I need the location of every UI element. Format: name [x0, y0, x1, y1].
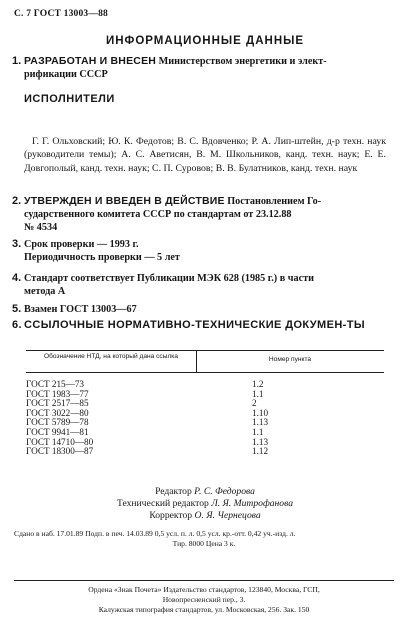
item-2-text-b: сударственного комитета СССР по стандартам от 23.12.88: [24, 209, 292, 220]
item-1-heading: РАЗРАБОТАН И ВНЕСЕН: [24, 55, 157, 67]
item-3-line-2: Периодичность проверки — 5 лет: [24, 252, 180, 263]
publisher-line-1: Ордена «Знак Почета» Издательство стандартов, 123840, Москва, ГСП,: [88, 585, 320, 594]
table-body: [26, 380, 384, 457]
tech-editor-name: Л. Я. Митрофанова: [211, 498, 294, 510]
item-2-heading: УТВЕРЖДЕН И ВВЕДЕН В ДЕЙСТВИЕ: [24, 195, 225, 207]
item-3: [12, 238, 390, 264]
table-cell-document: ГОСТ 2517—85: [26, 398, 89, 409]
publisher-line-3: Калужская типография стандартов, ул. Московская, 256. Зак. 150: [98, 604, 310, 614]
publisher-block: [14, 585, 394, 614]
table-cell-document: ГОСТ 215—73: [26, 379, 85, 389]
table-cell-clause: 2: [252, 398, 257, 409]
table-cell-clause: 1.1: [252, 388, 264, 399]
tech-editor-line: [0, 498, 410, 510]
table-top-rule: [26, 350, 384, 351]
item-6-heading: ССЫЛОЧНЫЕ НОРМАТИВНО-ТЕХНИЧЕСКИЕ ДОКУМЕН-ТЫ: [24, 319, 366, 331]
item-2-number: 2.: [12, 195, 22, 207]
item-1-text-b: рификации СССР: [24, 69, 108, 80]
table-cell-clause: 1.1: [252, 426, 264, 437]
page-title: ИНФОРМАЦИОННЫЕ ДАННЫЕ: [105, 35, 305, 47]
table-row: [26, 447, 384, 457]
table-header-rule: [26, 372, 384, 373]
authors-list: Г. Г. Ольховский; Ю. К. Федотов; В. С. Вдовченко; Р. А. Лип-штейн, д-р техн. наук (руководители темы); А. С. Аветисян, В. М. Школьников, канд. техн. наук; Е. Е. Довгополый, канд. техн. наук; С. П. Суровов; В. В. Булатников, канд. техн. наук: [24, 136, 386, 174]
editors-block: [0, 486, 410, 523]
tech-editor-label: Технический редактор: [116, 498, 212, 510]
table-cell-document: ГОСТ 9941—81: [26, 426, 89, 437]
performers-heading: ИСПОЛНИТЕЛИ: [24, 93, 115, 105]
item-2-text-c: № 4534: [24, 222, 58, 233]
publisher-line-2: Новопресненский пер., 3.: [162, 594, 246, 604]
item-4: [12, 272, 390, 298]
table-cell-document: ГОСТ 3022—80: [26, 407, 89, 418]
item-5: [12, 303, 390, 316]
table-cell-document: ГОСТ 18300—87: [26, 446, 94, 457]
table-cell-document: ГОСТ 5789—78: [26, 417, 89, 428]
corrector-label: Корректор: [149, 510, 195, 522]
item-1-number: 1.: [12, 55, 22, 67]
item-5-line-1: Взамен ГОСТ 13003—67: [24, 304, 137, 315]
item-6: [12, 319, 390, 332]
imprint-line-1: Сдано в наб. 17.01.89 Подп. в печ. 14.03.89 0,5 усл. п. л. 0,5 усл. кр.-отт. 0,42 уч.-изд. л.: [14, 529, 296, 538]
corrector-line: [0, 510, 410, 522]
imprint-line-2: Тир. 8000 Цена 3 к.: [172, 538, 236, 548]
table-cell-clause: 1.13: [252, 436, 269, 447]
item-4-line-1: Стандарт соответствует Публикации МЭК 628 (1985 г.) в части: [24, 273, 315, 284]
item-4-line-2: метода А: [24, 286, 66, 297]
item-6-number: 6.: [12, 319, 22, 331]
item-1-text-a: Министерством энергетики и элект-: [156, 56, 327, 67]
table-cell-clause: 1.10: [252, 407, 269, 418]
item-3-line-1: Срок проверки — 1993 г.: [24, 239, 139, 250]
table-cell-clause: 1.13: [252, 417, 269, 428]
item-1: [12, 55, 390, 81]
running-head: С. 7 ГОСТ 13003—88: [14, 9, 108, 19]
item-4-number: 4.: [12, 272, 22, 284]
corrector-name: О. Я. Чернецова: [194, 510, 261, 522]
table-header-clause: Номер пункта: [268, 356, 312, 363]
item-2: [12, 195, 390, 234]
item-2-text-a: Постановлением Го-: [224, 196, 322, 207]
table-cell-clause: 1.2: [252, 379, 264, 389]
imprint-block: [14, 529, 394, 549]
editor-name: Р. С. Федорова: [194, 486, 255, 497]
imprint-divider: [14, 580, 394, 581]
table-cell-document: ГОСТ 14710—80: [26, 436, 94, 447]
editor-line: [0, 486, 410, 498]
editor-label: Редактор: [155, 486, 195, 497]
table-cell-document: ГОСТ 1983—77: [26, 388, 89, 399]
item-3-number: 3.: [12, 238, 22, 250]
table-header-document: Обозначение НТД, на который дана ссылка: [44, 353, 178, 360]
table-cell-clause: 1.12: [252, 446, 269, 457]
item-5-number: 5.: [12, 303, 22, 315]
